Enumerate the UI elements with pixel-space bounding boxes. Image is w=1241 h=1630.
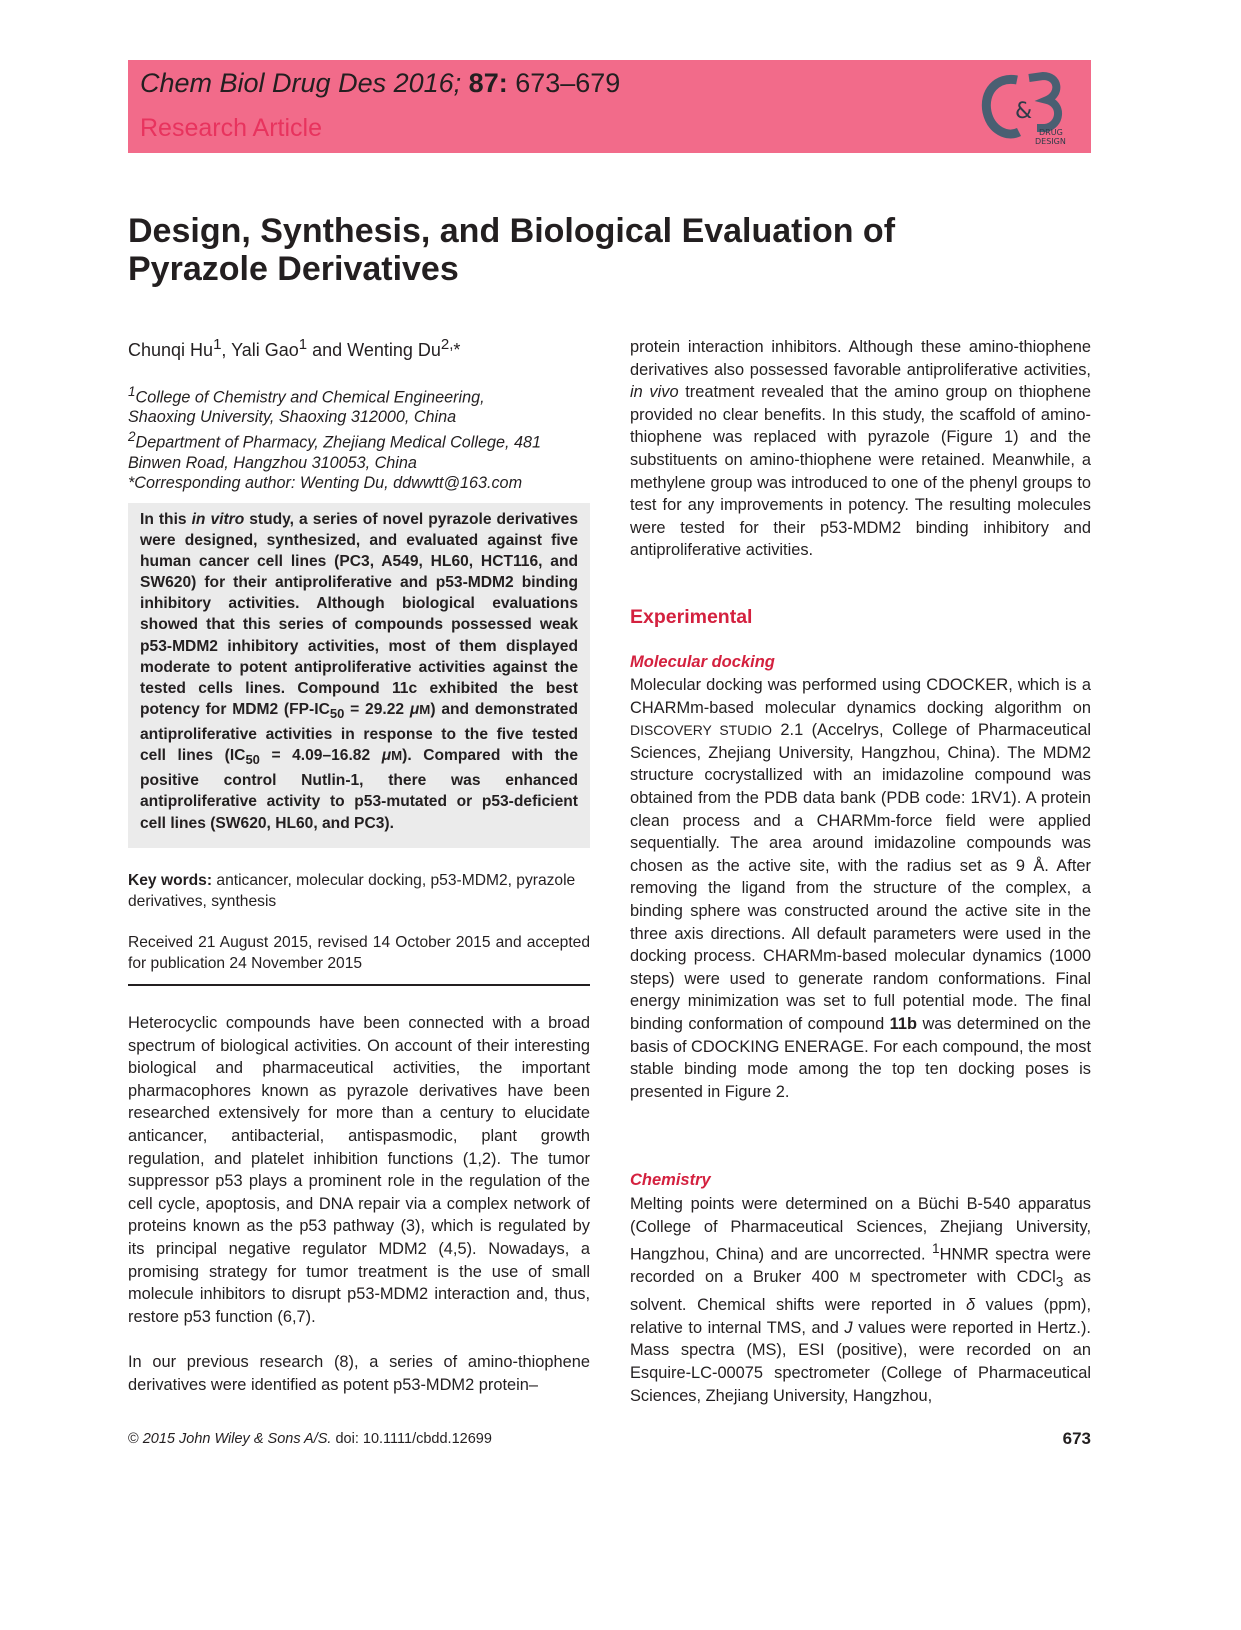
- intro-paragraph: In our previous research (8), a series of amino-thiophene derivatives were identified as potent p53-MDM2 protein–: [128, 1353, 590, 1394]
- volume: 87:: [468, 68, 508, 98]
- affiliation-line: Binwen Road, Hangzhou 310053, China: [128, 453, 417, 472]
- intro-continued-paragraph: protein interaction inhibitors. Although these amino-thiophene derivatives also possessed favorable antiproliferative activities, in vivo treatment revealed that the amino group on thiophene provided no clear benefits. In this study, the scaffold of amino-thiophene was replaced with pyrazole (Figure 1) and the substituents on amino-thiophene were retained. Meanwhile, a methylene group was introduced to one of the phenyl groups to test for any improvements in potency. The resulting molecules were tested for their p53-MDM2 binding inhibitory and antiproliferative activities.: [630, 338, 1091, 560]
- separator: ;: [453, 68, 469, 98]
- intro-paragraph: Heterocyclic compounds have been connected with a broad spectrum of biological activities. On account of their interesting biological and pharmaceutical activities, the important pharmacophores known as pyrazole derivatives have been researched extensively for more than a century to elucidate anticancer, antibacterial, antispasmodic, plant growth regulation, and platelet inhibition functions (1,2). The tumor suppressor p53 plays a prominent role in the regulation of the cell cycle, apoptosis, and DNA repair via a complex network of proteins known as the p53 pathway (3), which is regulated by its principal negative regulator MDM2 (4,5). Nowadays, a promising strategy for tumor treatment is the use of small molecule inhibitors to disrupt p53-MDM2 interaction and, thus, restore p53 function (6,7).: [128, 1014, 590, 1326]
- corresponding-author: *Corresponding author: Wenting Du, ddwwtt@163.com: [128, 473, 523, 492]
- keywords: Key words: anticancer, molecular docking, p53-MDM2, pyrazole derivatives, synthesis: [128, 872, 576, 910]
- page-range: 673–679: [507, 68, 621, 98]
- page-number: 673: [1062, 1429, 1091, 1448]
- author-list: Chunqi Hu$^1$, Yali Gao$^1$ and Wenting $Du^{2,}*$: [128, 336, 461, 360]
- journal-logo: [977, 68, 1069, 148]
- divider: [128, 984, 590, 986]
- svg-text:DRUG: DRUG: [1039, 128, 1063, 137]
- affiliations: [128, 382, 598, 493]
- journal-citation: [140, 68, 620, 99]
- article-type: Research Article: [140, 114, 323, 142]
- svg-text:&: &: [1015, 99, 1033, 124]
- subsection-heading-docking: Molecular docking: [630, 653, 775, 671]
- affiliation-line: $^2$Department of Pharmacy, Zhejiang Medical College, 481: [128, 429, 542, 452]
- journal-name: Chem Biol Drug Des 2016: [140, 68, 454, 98]
- copyright-doi: © 2015 John Wiley & Sons A/S. doi: 10.1111/cbdd.12699: [128, 1431, 492, 1447]
- section-heading-experimental: Experimental: [630, 606, 753, 628]
- article-title: Design, Synthesis, and Biological Evaluation of Pyrazole Derivatives: [128, 212, 896, 288]
- affiliation-line: $^1$College of Chemistry and Chemical Engineering,: [128, 384, 485, 407]
- chemistry-paragraph: Melting points were determined on a Büchi B-540 apparatus (College of Pharmaceutical Sciences, Zhejiang University, Hangzhou, China) and are uncorrected. $^1$HNMR spectra were recorded on a Bruker 400 M spectrometer with CDCl$_3$ as solvent. Chemical shifts were reported in δ values (ppm), relative to internal TMS, and J values were reported in Hertz.). Mass spectra (MS), ESI (positive), were recorded on an Esquire-LC-00075 spectrometer (College of Pharmaceutical Sciences, Zhejiang University, Hangzhou,: [630, 1195, 1092, 1405]
- svg-text:DESIGN: DESIGN: [1035, 137, 1066, 146]
- affiliation-line: Shaoxing University, Shaoxing 312000, China: [128, 408, 457, 427]
- subsection-heading-chemistry: Chemistry: [630, 1171, 711, 1189]
- received-dates: Received 21 August 2015, revised 14 October 2015 and accepted for publication 24 November 2015: [128, 934, 590, 972]
- journal-banner: [128, 60, 1091, 153]
- docking-paragraph: Molecular docking was performed using CDOCKER, which is a CHARMm-based molecular dynamics docking algorithm on DISCOVERY STUDIO 2.1 (Accelrys, College of Pharmaceutical Sciences, Zhejiang University, Hangzhou, China). The MDM2 structure cocrystallized with an imidazoline compound was obtained from the PDB data bank (PDB code: 1RV1). A protein clean process and a CHARMm-force field were applied sequentially. The area around imidazoline compounds was chosen as the active site, with the radius set as 9 Å. After removing the ligand from the structure of the complex, a binding sphere was constructed around the active site in the three axis directions. All default parameters were used in the docking process. CHARMm-based molecular dynamics (1000 steps) were used to generate random conformations. Final energy minimization was set to full potential mode. The final binding conformation of compound 11b was determined on the basis of CDOCKING ENERAGE. For each compound, the most stable binding mode among the top ten docking poses is presented in Figure 2.: [630, 676, 1091, 1101]
- abstract-box: In this in vitro study, a series of novel pyrazole derivatives were designed, synthesized, and evaluated against five human cancer cell lines (PC3, A549, HL60, HCT116, and SW620) for their antiproliferative and p53-MDM2 binding inhibitory activities. Although biological evaluations showed that this series of compounds possessed weak p53-MDM2 inhibitory activities, most of them displayed moderate to potent antiproliferative activities against the tested cells lines. Compound 11c exhibited the best potency for MDM2 ($FP-IC_{50} = 29.22$ μM) and demonstrated antiproliferative activities in response to the five tested cell lines ($IC_{50} = 4.09-16.82$ μM). Compared with the positive control Nutlin-1, there was enhanced antiproliferative activity to p53-mutated or p53-deficient cell lines (SW620, HL60, and PC3).: [128, 503, 590, 848]
